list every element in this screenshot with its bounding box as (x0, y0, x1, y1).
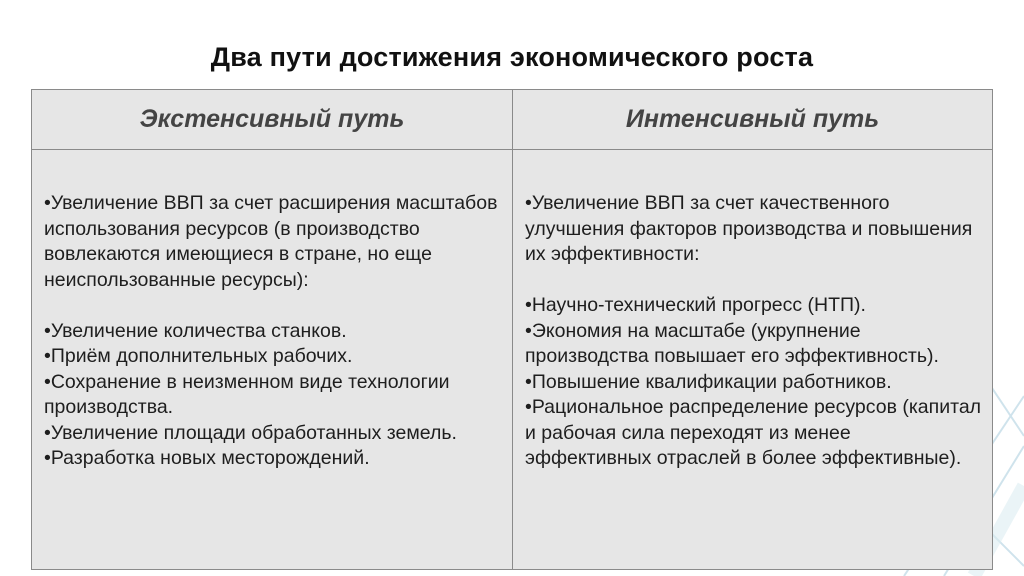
list-item: •Приём дополнительных рабочих. (44, 345, 353, 367)
column-header-intensive: Интенсивный путь (513, 90, 992, 150)
comparison-table (31, 89, 993, 570)
intro-text: •Увеличение ВВП за счет расширения масштабов использования ресурсов (в производство вовлекаются имеющиеся в стране, но еще неиспользованные ресурсы): (44, 192, 498, 291)
intro-text: •Увеличение ВВП за счет качественного улучшения факторов производства и повышения их эффективности: (525, 192, 973, 265)
column-body-extensive (32, 150, 512, 472)
list-item: •Повышение квалификации работников. (525, 370, 892, 393)
list-item: •Рациональное распределение ресурсов (капитал и рабочая сила переходят из менее эффективных отраслей в более эффективные). (525, 396, 982, 469)
list-item: •Увеличение количества станков. (44, 319, 347, 342)
page-title: Два пути достижения экономического роста (210, 42, 814, 72)
list-item: •Экономия на масштабе (укрупнение производства повышает его эффективность). (525, 319, 939, 367)
intensive-column (513, 90, 992, 569)
column-body-intensive (513, 150, 992, 472)
column-header-extensive: Экстенсивный путь (32, 90, 512, 150)
list-item: •Разработка новых месторождений. (44, 447, 370, 469)
extensive-column (32, 90, 513, 569)
list-item: •Научно-технический прогресс (НТП). (525, 294, 866, 316)
list-item: •Сохранение в неизменном виде технологии производства. (44, 370, 450, 418)
list-item: •Увеличение площади обработанных земель. (44, 421, 457, 444)
